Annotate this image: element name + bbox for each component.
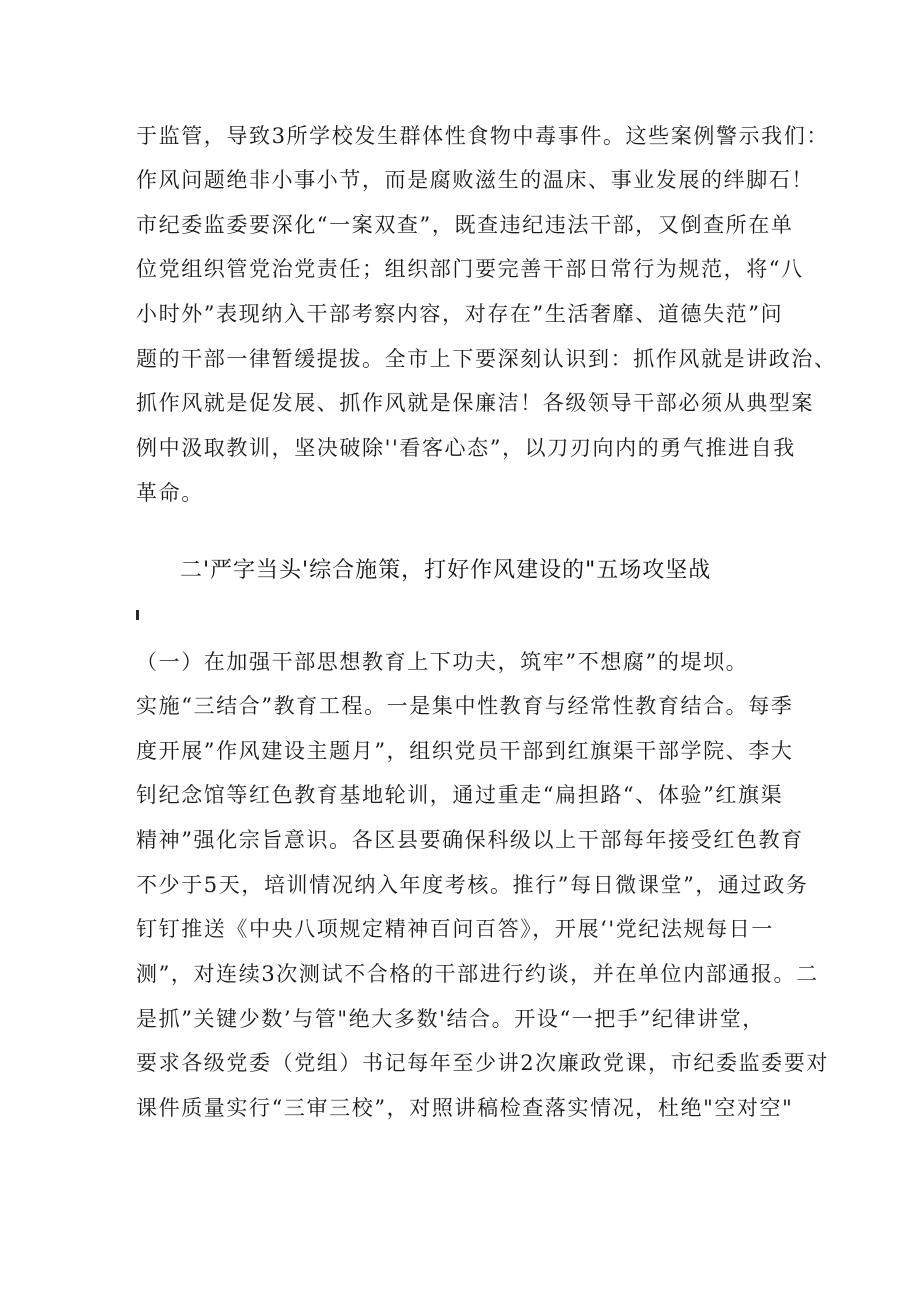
paragraph-2-line: 精神”强化宗旨意识。各区县要确保科级以上干部每年接受红色教育 xyxy=(136,828,804,852)
paragraph-2-line: 实施“三结合”教育工程。一是集中性教育与经常性教育结合。每季 xyxy=(136,694,794,718)
paragraph-2-line: 度开展”作风建设主题月”，组织党员干部到红旗渠干部学院、李大 xyxy=(136,739,794,763)
stray-mark xyxy=(136,610,139,620)
paragraph-1-line: 革命。 xyxy=(136,481,204,505)
paragraph-2-line: （一）在加强干部思想教育上下功夫，筑牢”不想腐”的堤坝。 xyxy=(136,650,749,674)
paragraph-1-line: 题的干部一律暂缓提拔。全市上下要深刻认识到：抓作风就是讲政治、 xyxy=(136,347,837,371)
section-heading: 二'严字当头'综合施策，打好作风建设的"五场攻坚战 xyxy=(180,558,712,583)
paragraph-2-line: 课件质量实行“三审三校”，对照讲稿检查落实情况，杜绝"空对空" xyxy=(136,1096,794,1120)
paragraph-1-line: 于监管，导致3所学校发生群体性食物中毒事件。这些案例警示我们： xyxy=(136,124,829,148)
paragraph-1-line: 抓作风就是促发展、抓作风就是保廉洁！各级领导干部必须从典型案 xyxy=(136,391,814,415)
paragraph-2-line: 钊纪念馆等红色教育基地轮训，通过重走“扁担路“、体验”红旗渠 xyxy=(136,783,784,807)
paragraph-1-line: 位党组织管党治党责任；组织部门要完善干部日常行为规范，将“八 xyxy=(136,257,804,281)
paragraph-2-line: 测”，对连续3次测试不合格的干部进行约谈，并在单位内部通报。二 xyxy=(136,962,819,986)
paragraph-1-line: 小时外”表现纳入干部考察内容，对存在”生活奢靡、道德失范”问 xyxy=(136,302,784,326)
paragraph-2-line: 是抓”关键少数’与管"绝大多数'结合。开设“一把手”纪律讲堂， xyxy=(136,1007,765,1031)
paragraph-2-line: 钉钉推送《中央八项规定精神百问百答》，开展‘'党纪法规每日一 xyxy=(136,917,774,941)
paragraph-1-line: 例中汲取教训，坚决破除''看客心态”，以刀刃向内的勇气推进自我 xyxy=(136,436,796,460)
paragraph-1-line: 市纪委监委要深化“一案双查”，既查违纪违法干部，又倒查所在单 xyxy=(136,213,794,237)
paragraph-2-line: 不少于5天，培训情况纳入年度考核。推行”每日微课堂”，通过政务 xyxy=(136,873,809,897)
paragraph-2-line: 要求各级党委（党组）书记每年至少讲2次廉政党课，市纪委监委要对 xyxy=(136,1051,829,1075)
paragraph-1-line: 作风问题绝非小事小节，而是腐败滋生的温床、事业发展的绊脚石！ xyxy=(136,168,814,192)
